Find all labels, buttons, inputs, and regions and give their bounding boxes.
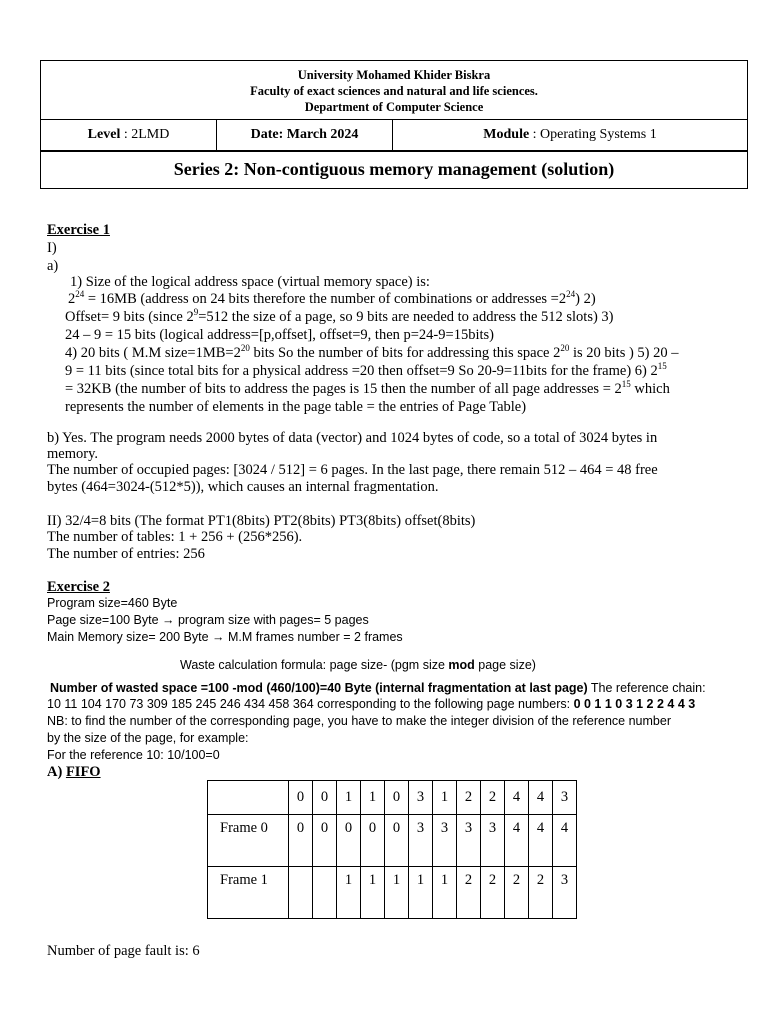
fifo-corner-cell <box>208 781 289 815</box>
fifo-frame-1-cell: 2 <box>505 867 529 919</box>
fifo-frame-1-cell: 1 <box>385 867 409 919</box>
fifo-frame-1-cell: 1 <box>409 867 433 919</box>
fifo-reference-cell: 0 <box>289 781 313 815</box>
fifo-frame-1-cell: 1 <box>433 867 457 919</box>
fifo-frame-1-cell: 2 <box>481 867 505 919</box>
fifo-frame-0-cell: 0 <box>337 815 361 867</box>
fifo-reference-cell: 4 <box>529 781 553 815</box>
exercise-1-heading: Exercise 1 <box>47 222 110 238</box>
module-cell <box>393 120 747 150</box>
fifo-table <box>207 780 577 919</box>
level-label: Level <box>87 127 121 142</box>
header-info-row <box>41 120 747 151</box>
fifo-frame-0-cell: 4 <box>553 815 577 867</box>
fifo-frame-0-cell: 0 <box>361 815 385 867</box>
fifo-frame-1-cell: 3 <box>553 867 577 919</box>
ex2-wasted-space: Number of wasted space =100 -mod (460/100)=40 Byte (internal fragmentation at last page) The reference chain: <box>50 681 706 695</box>
ex1-line-2: $2^{24} = 16MB$ (address on 24 bits therefore the number of combinations or addresses $=2^{24}$) 2) <box>68 289 596 307</box>
faculty-name: Faculty of exact sciences and natural and life sciences. <box>250 84 538 98</box>
ex1-b-line-2: memory. <box>47 446 99 462</box>
part-1-label: I) <box>47 240 57 256</box>
ex1-ii-line-2: The number of tables: 1 + 256 + (256*256). <box>47 529 303 545</box>
ex2-example: For the reference 10: 10/100=0 <box>47 748 220 762</box>
ex2-page-size: Page size=100 Byte → program size with pages= 5 pages <box>47 613 369 627</box>
ex1-line-1: 1) Size of the logical address space (virtual memory space) is: <box>70 274 430 290</box>
level-value: : 2LMD <box>123 127 170 142</box>
date-cell <box>217 120 393 150</box>
department-name: Department of Computer Science <box>304 100 484 114</box>
ex1-ii-line-3: The number of entries: 256 <box>47 546 205 562</box>
ex1-line-3: Offset= 9 bits (since $2^9=512$ the size of a page, so 9 bits are needed to address the 512 slots) 3) <box>65 307 614 325</box>
fifo-frame-0-cell: 3 <box>481 815 505 867</box>
ex1-b-line-1: b) Yes. The program needs 2000 bytes of data (vector) and 1024 bytes of code, so a total of 3024 bytes in <box>47 430 658 446</box>
ex2-nb-line-1: NB: to find the number of the corresponding page, you have to make the integer division of the reference number <box>47 714 671 728</box>
fifo-frame-1-cell: 2 <box>529 867 553 919</box>
date-value: Date: March 2024 <box>250 127 359 142</box>
ex1-b-line-3: The number of occupied pages: [3024 / 512] = 6 pages. In the last page, there remain 512 – 464 = 48 free <box>47 462 658 478</box>
fifo-reference-cell: 1 <box>433 781 457 815</box>
ex2-reference-chain: 10 11 104 170 73 309 185 245 246 434 458 364 corresponding to the following page numbers: 0 0 1 1 0 3 1 2 2 4 4 3 <box>47 697 696 711</box>
fifo-frame-0-cell: 4 <box>529 815 553 867</box>
ex2-program-size: Program size=460 Byte <box>47 596 178 610</box>
fifo-frame-0-cell: 3 <box>457 815 481 867</box>
fifo-frame-0-cell: 0 <box>385 815 409 867</box>
fifo-frame-0-cell: 0 <box>289 815 313 867</box>
frame-0-label: Frame 0 <box>208 815 289 867</box>
fifo-reference-cell: 3 <box>553 781 577 815</box>
module-value: : Operating Systems 1 <box>532 127 657 142</box>
module-label: Module <box>483 127 530 142</box>
fifo-frame-0-cell: 3 <box>433 815 457 867</box>
ex1-line-8: represents the number of elements in the page table = the entries of Page Table) <box>65 399 527 415</box>
ex2-memory-size: Main Memory size= 200 Byte → M.M frames number = 2 frames <box>47 630 403 644</box>
fifo-reference-cell: 0 <box>313 781 337 815</box>
fifo-reference-cell: 2 <box>481 781 505 815</box>
fifo-reference-cell: 1 <box>337 781 361 815</box>
fifo-reference-cell: 2 <box>457 781 481 815</box>
fifo-reference-cell: 1 <box>361 781 385 815</box>
ex1-b-line-4: bytes (464=3024-(512*5)), which causes an internal fragmentation. <box>47 479 439 495</box>
university-name: University Mohamed Khider Biskra <box>297 68 491 82</box>
fifo-reference-cell: 0 <box>385 781 409 815</box>
fifo-reference-row <box>208 781 577 815</box>
header-box <box>40 60 748 189</box>
ex2-waste-formula: Waste calculation formula: page size- (pgm size mod page size) <box>180 658 536 672</box>
part-a-label: a) <box>47 258 59 274</box>
exercise-2-heading: Exercise 2 <box>47 579 110 595</box>
level-cell <box>41 120 217 150</box>
fifo-frame-1-cell: 1 <box>361 867 385 919</box>
fifo-frame-0-cell: 3 <box>409 815 433 867</box>
ex1-line-7: = 32KB (the number of bits to address the pages is 15 then the number of all page addresses = $2^{15}$ which <box>65 379 670 397</box>
fifo-reference-cell: 3 <box>409 781 433 815</box>
fifo-reference-cell: 4 <box>505 781 529 815</box>
fifo-frame-0-cell: 4 <box>505 815 529 867</box>
fifo-frame-1-cell: 1 <box>337 867 361 919</box>
fifo-frame-0-cell: 0 <box>313 815 337 867</box>
frame-1-label: Frame 1 <box>208 867 289 919</box>
header-institution <box>41 61 747 120</box>
ex1-line-4: 24 – 9 = 15 bits (logical address=[p,offset], offset=9, then p=24-9=15bits) <box>65 327 494 343</box>
page-fault-count: Number of page fault is: 6 <box>47 943 200 959</box>
fifo-frame-1-cell: 2 <box>457 867 481 919</box>
fifo-frame-1-cell <box>289 867 313 919</box>
ex1-line-5: 4) 20 bits ( M.M $size=1MB=2^{20}$ bits So the number of bits for addressing this space $2^{20}$ is 20 bits ) 5) 20 – <box>65 343 679 361</box>
fifo-frame-1-row <box>208 867 577 919</box>
ex1-ii-line-1: II) 32/4=8 bits (The format PT1(8bits) PT2(8bits) PT3(8bits) offset(8bits) <box>47 513 476 529</box>
fifo-frame-0-row <box>208 815 577 867</box>
fifo-frame-1-cell <box>313 867 337 919</box>
ex2-nb-line-2: by the size of the page, for example: <box>47 731 249 745</box>
fifo-heading: A) FIFO <box>47 764 101 780</box>
ex1-line-6: 9 = 11 bits (since total bits for a physical address =20 then offset=9 So 20-9=11bits for the frame) 6) $2^{15}$ <box>65 361 667 379</box>
page-title: Series 2: Non-contiguous memory management (solution) <box>41 151 747 188</box>
